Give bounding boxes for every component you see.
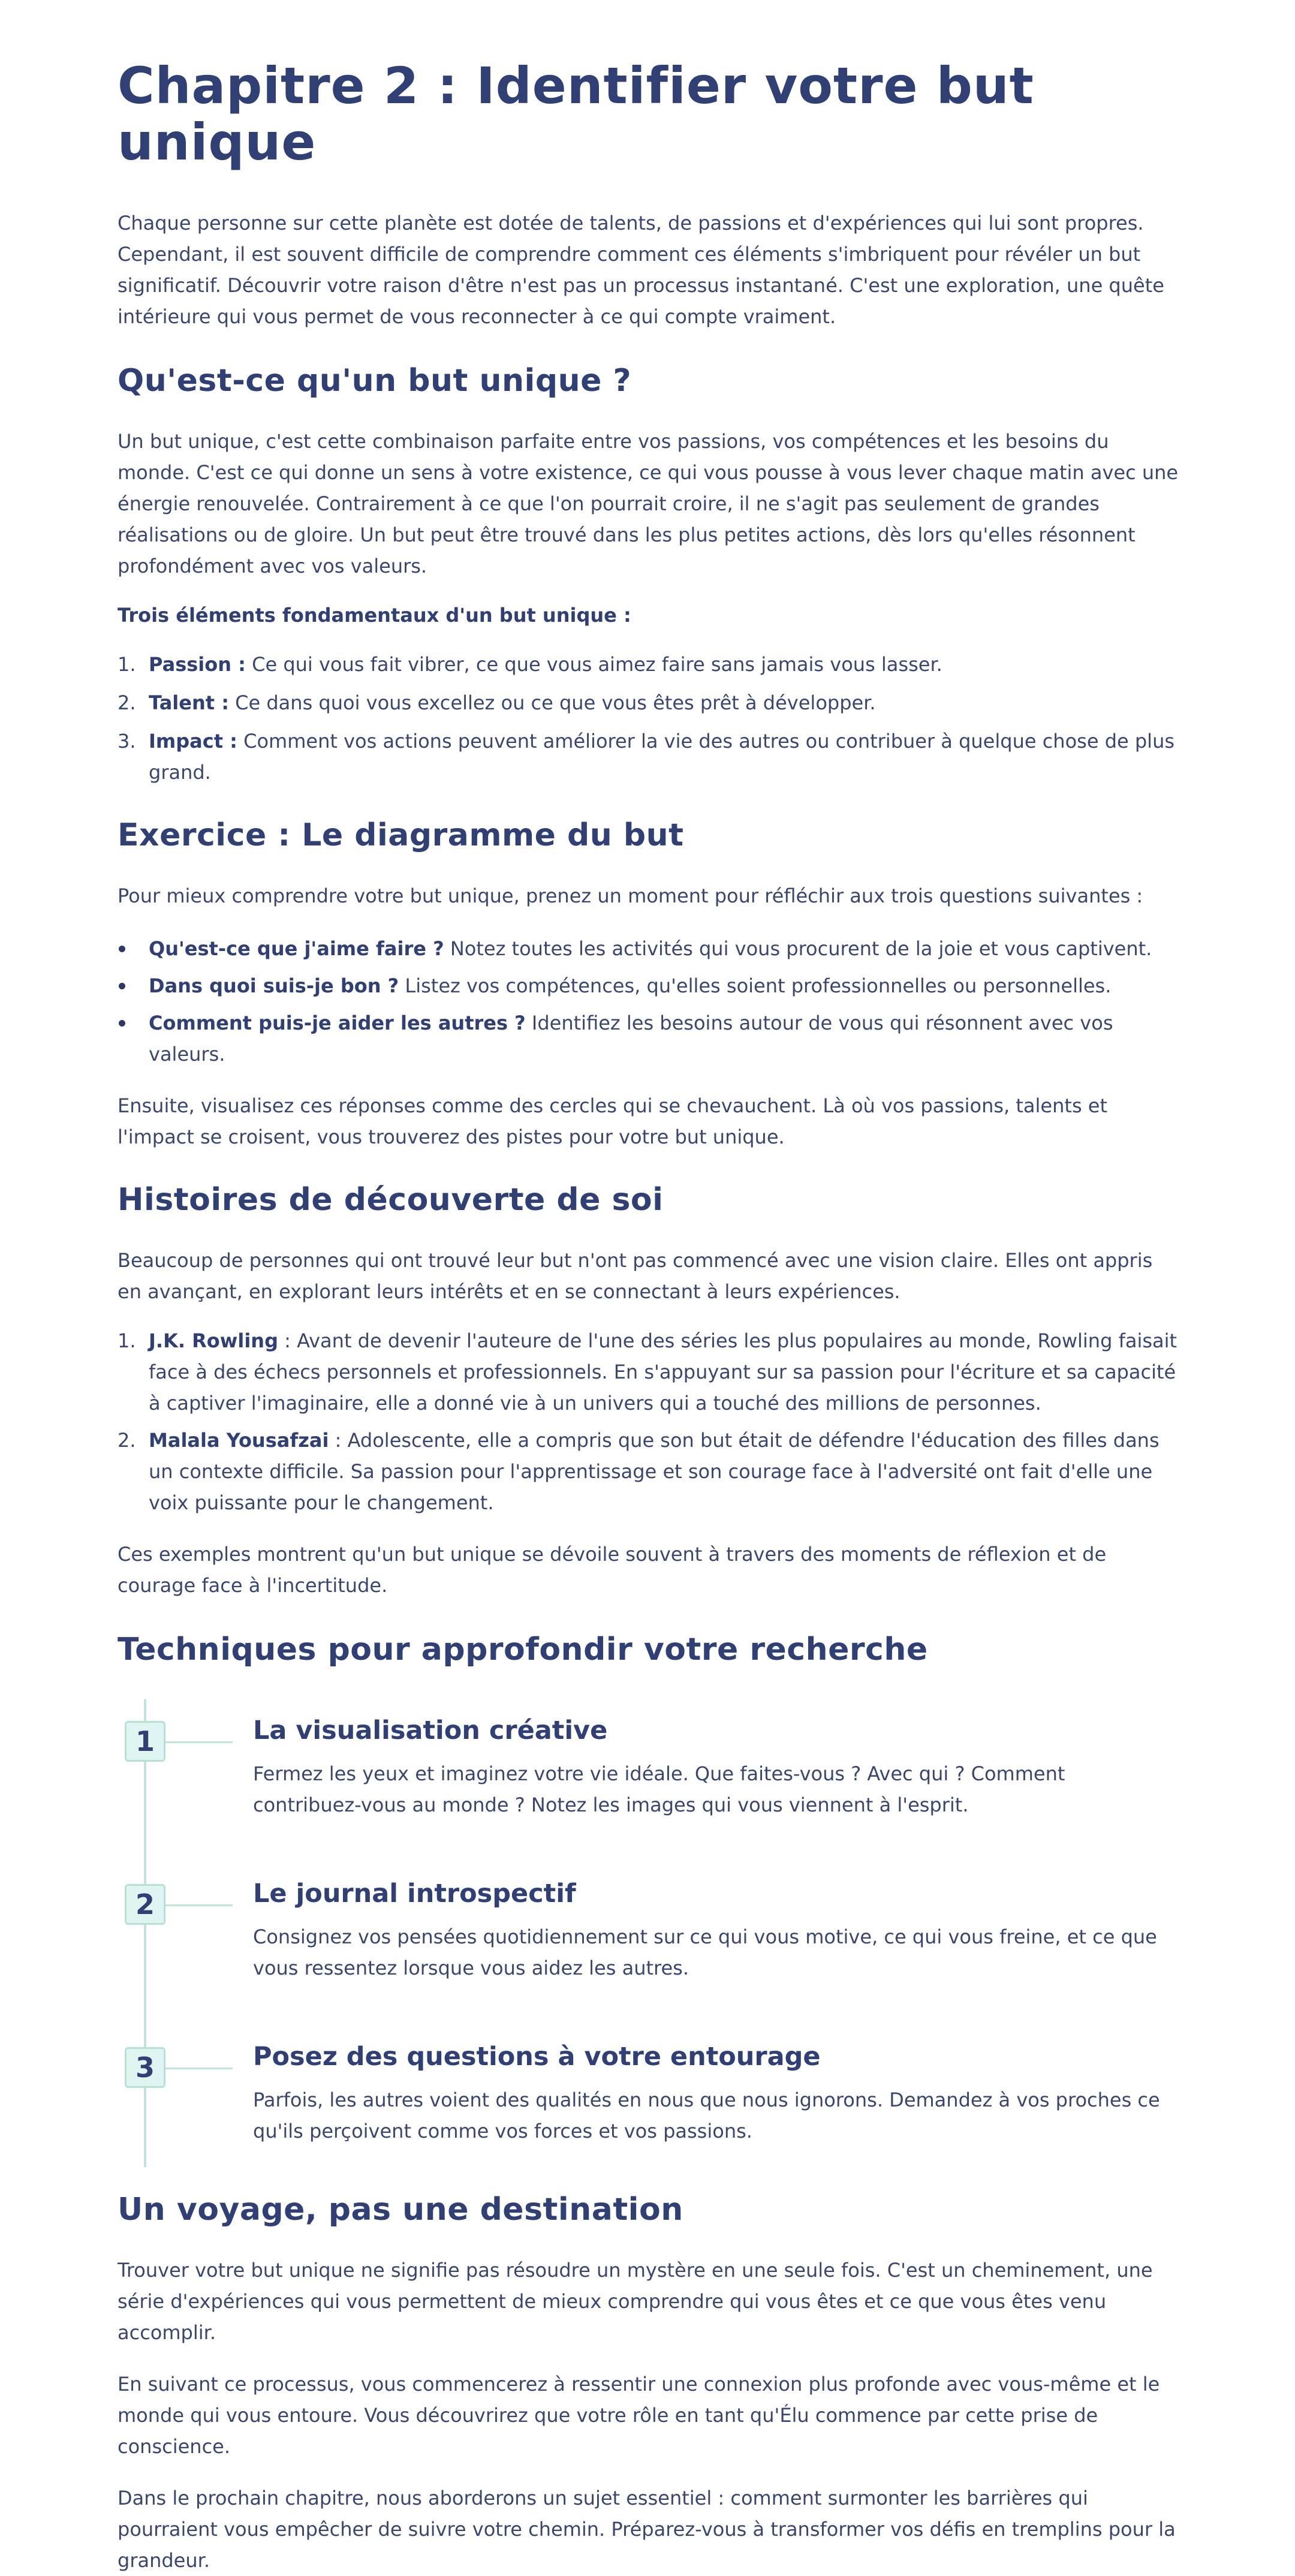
section-heading-voyage: Un voyage, pas une destination: [118, 2192, 683, 2228]
bullet-icon: [119, 946, 125, 952]
step-number-badge: 2: [125, 1884, 165, 1925]
list-item-label: Qu'est-ce que j'aime faire ?: [149, 937, 444, 960]
list-item-label: Malala Yousafzai: [149, 1429, 329, 1452]
section1-list-title: Trois éléments fondamentaux d'un but unique :: [118, 604, 631, 627]
step-text: Consignez vos pensées quotidiennement sur ce qui vous motive, ce qui vous freine, et ce que vous ressentez lorsque vous aidez les autres.: [253, 1925, 1157, 1979]
section5-paragraph-1: Trouver votre but unique ne signifie pas résoudre un mystère en une seule fois. C'est un cheminement, une série d'expériences qui vous permettent de mieux comprendre qui vous êtes et ce que vous êtes venu accomplir.: [118, 2259, 1153, 2344]
section-heading-exercice: Exercice : Le diagramme du but: [118, 817, 684, 853]
step-text: Parfois, les autres voient des qualités en nous que nous ignorons. Demandez à vos proches ce qu'ils perçoivent comme vos forces et vos passions.: [253, 2089, 1160, 2142]
list-item: Qu'est-ce que j'aime faire ? Notez toutes les activités qui vous procurent de la joie et vous captivent.: [118, 933, 1179, 964]
list-item: Comment puis-je aider les autres ? Identifiez les besoins autour de vous qui résonnent avec vos valeurs.: [118, 1007, 1179, 1070]
list-item-label: Comment puis-je aider les autres ?: [149, 1012, 526, 1034]
step-title: La visualisation créative: [253, 1716, 608, 1746]
step-connector: [165, 1904, 233, 1906]
chapter-page: [118, 0, 1179, 2576]
list-item-label: J.K. Rowling: [149, 1329, 278, 1352]
bullet-icon: [119, 983, 125, 989]
list-item: Dans quoi suis-je bon ? Listez vos compétences, qu'elles soient professionnelles ou personnelles.: [118, 970, 1179, 1001]
section3-paragraph: Beaucoup de personnes qui ont trouvé leur but n'ont pas commencé avec une vision claire. Elles ont appris en avançant, en explorant leurs intérêts et en se connectant à leurs expériences.: [118, 1249, 1153, 1303]
timeline-line: [144, 1699, 146, 2167]
stories-list: [118, 1325, 1179, 1518]
list-item-label: Passion :: [149, 653, 246, 676]
section-heading-histoires: Histoires de découverte de soi: [118, 1182, 664, 1218]
section-heading-but-unique: Qu'est-ce qu'un but unique ?: [118, 363, 632, 399]
list-item: 3. Impact : Comment vos actions peuvent améliorer la vie des autres ou contribuer à quelque chose de plus grand.: [118, 730, 1175, 784]
step-number-badge: 3: [125, 2047, 165, 2088]
chapter-title: Chapitre 2 : Identifier votre but unique: [118, 56, 1034, 171]
step-connector: [165, 1741, 233, 1743]
list-item: 2. Talent : Ce dans quoi vous excellez ou ce que vous êtes prêt à développer.: [118, 691, 876, 714]
section2-after-paragraph: Ensuite, visualisez ces réponses comme des cercles qui se chevauchent. Là où vos passions, talents et l'impact se croisent, vous trouverez des pistes pour votre but unique.: [118, 1094, 1108, 1148]
list-item: 1. J.K. Rowling : Avant de devenir l'auteure de l'une des séries les plus populaires au monde, Rowling faisait face à des échecs personnels et professionnels. En s'appuyant sur sa passion pour l'écriture et sa capacité à captiver l'imaginaire, elle a donné vie à un univers qui a touché des millions de personnes.: [118, 1329, 1177, 1415]
step-connector: [165, 2068, 233, 2069]
section1-paragraph: Un but unique, c'est cette combinaison parfaite entre vos passions, vos compétences et les besoins du monde. C'est ce qui donne un sens à votre existence, ce qui vous pousse à vous lever chaque matin avec une énergie renouvelée. Contrairement à ce que l'on pourrait croire, il ne s'agit pas seulement de grandes réalisations ou de gloire. Un but peut être trouvé dans les plus petites actions, dès lors qu'elles résonnent profondément avec vos valeurs.: [118, 430, 1179, 577]
bullet-icon: [119, 1020, 125, 1027]
list-item: 1. Passion : Ce qui vous fait vibrer, ce que vous aimez faire sans jamais vous lasser.: [118, 653, 942, 676]
questions-list: [118, 933, 1179, 1070]
section5-paragraph-2: En suivant ce processus, vous commencerez à ressentir une connexion plus profonde avec vous-même et le monde qui vous entoure. Vous découvrirez que votre rôle en tant qu'Élu commence par cette prise de conscience.: [118, 2373, 1160, 2458]
section3-after-paragraph: Ces exemples montrent qu'un but unique se dévoile souvent à travers des moments de réflexion et de courage face à l'incertitude.: [118, 1543, 1107, 1597]
step-text: Fermez les yeux et imaginez votre vie idéale. Que faites-vous ? Avec qui ? Comment contribuez-vous au monde ? Notez les images qui vous viennent à l'esprit.: [253, 1762, 1065, 1816]
fundamentals-list: [118, 649, 1179, 788]
section2-paragraph: Pour mieux comprendre votre but unique, prenez un moment pour réfléchir aux trois questions suivantes :: [118, 884, 1143, 907]
step-number-badge: 1: [125, 1721, 165, 1762]
techniques-timeline: [118, 1699, 1179, 2167]
step-title: Le journal introspectif: [253, 1879, 576, 1909]
step-title: Posez des questions à votre entourage: [253, 2042, 821, 2072]
list-item: 2. Malala Yousafzai : Adolescente, elle a compris que son but était de défendre l'éducation des filles dans un contexte difficile. Sa passion pour l'apprentissage et son courage face à l'adversité ont fait d'elle une voix puissante pour le changement.: [118, 1429, 1160, 1514]
list-item-label: Dans quoi suis-je bon ?: [149, 974, 399, 997]
section-heading-techniques: Techniques pour approfondir votre recherche: [118, 1632, 928, 1668]
section5-paragraph-3: Dans le prochain chapitre, nous aborderons un sujet essentiel : comment surmonter les barrières qui pourraient vous empêcher de suivre votre chemin. Préparez-vous à transformer vos défis en tremplins pour la grandeur.: [118, 2487, 1176, 2572]
list-item-label: Talent :: [149, 691, 229, 714]
list-item-label: Impact :: [149, 730, 237, 753]
intro-paragraph: Chaque personne sur cette planète est dotée de talents, de passions et d'expériences qui lui sont propres. Cependant, il est souvent difficile de comprendre comment ces éléments s'imbriquent pour révéler un but significatif. Découvrir votre raison d'être n'est pas un processus instantané. C'est une exploration, une quête intérieure qui vous permet de vous reconnecter à ce qui compte vraiment.: [118, 212, 1164, 328]
